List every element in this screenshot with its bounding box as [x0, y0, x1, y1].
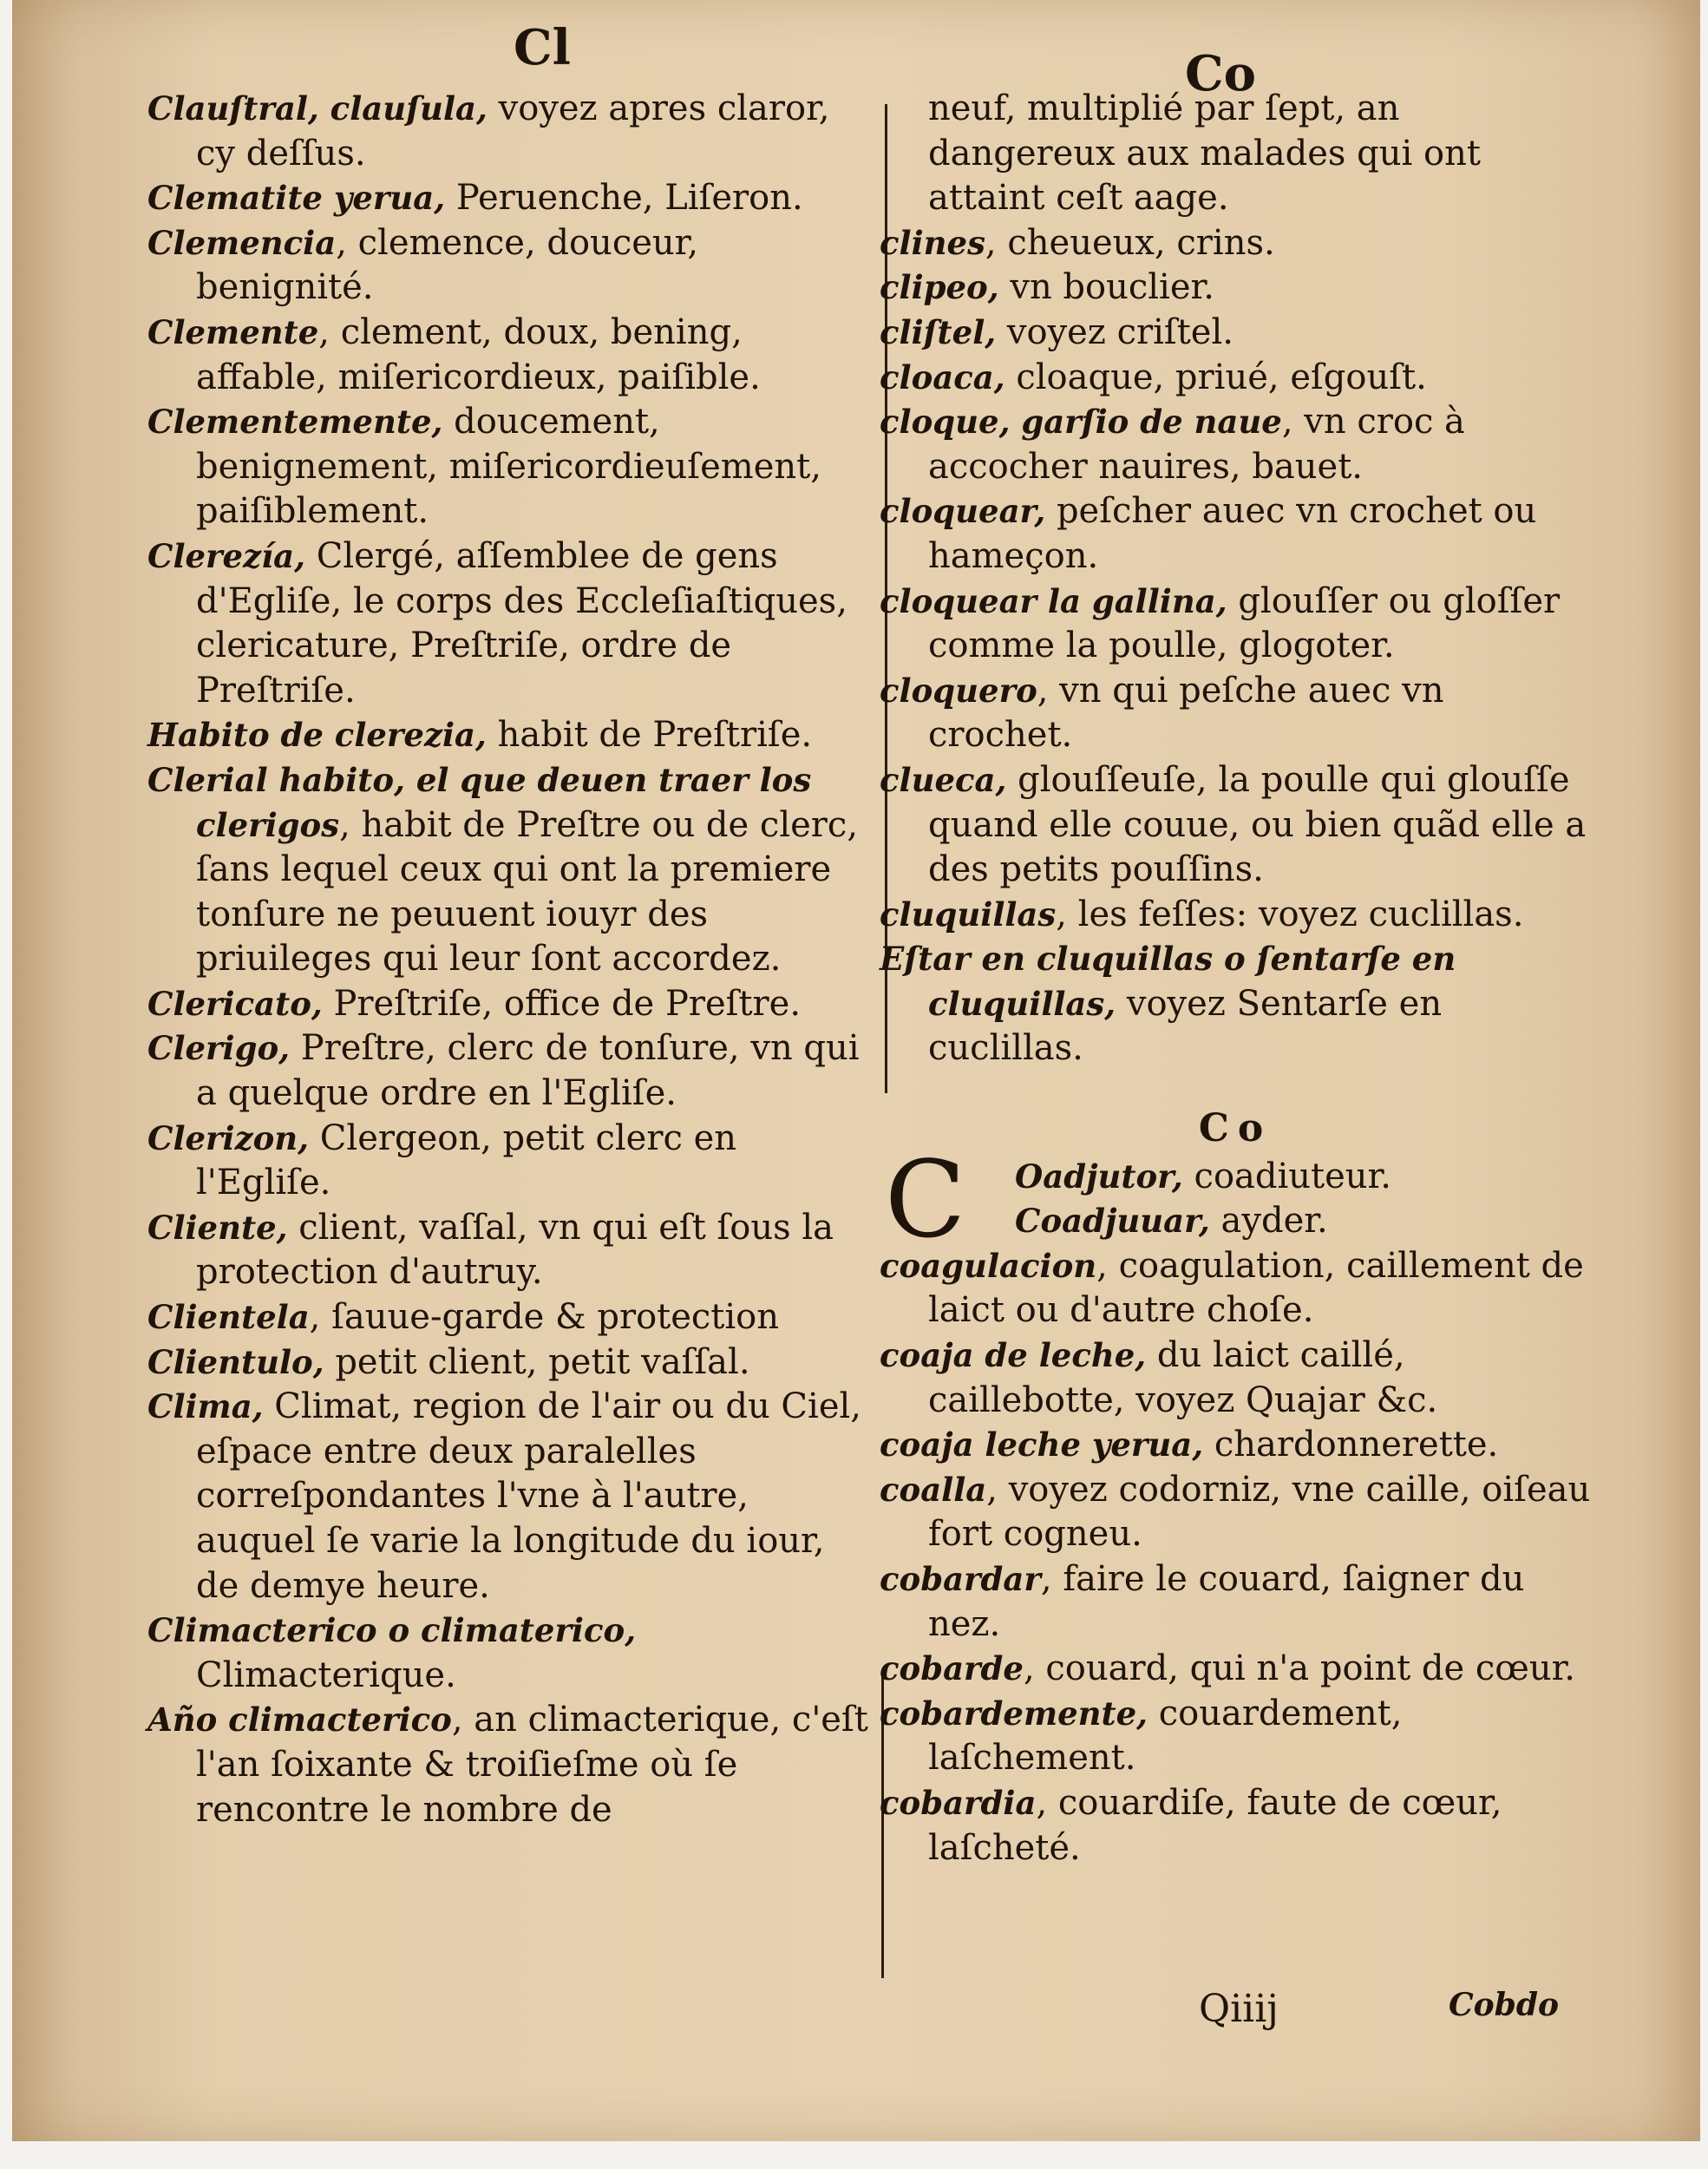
entry-headword: Habito de clerezia, [147, 716, 487, 755]
dictionary-entry [880, 1468, 1591, 1557]
dictionary-entry [147, 1698, 878, 1832]
dictionary-entry [880, 1781, 1591, 1871]
entry-definition: , clemence, douceur, benignité. [196, 222, 699, 308]
dictionary-entry [147, 713, 878, 758]
entry-definition: Peruenche, Liſeron. [445, 178, 803, 219]
entry-headword: Clericato, [147, 984, 323, 1023]
dictionary-entry [147, 1026, 878, 1116]
entry-definition: du laict caillé, caillebotte, voyez Quajar &c. [928, 1335, 1438, 1420]
entry-definition: , couardiſe, faute de cœur, laſcheté. [928, 1782, 1502, 1868]
entry-headword: Clima, [147, 1387, 264, 1426]
dictionary-entry [880, 1647, 1591, 1692]
dictionary-entry [880, 1423, 1591, 1468]
entry-headword: cloquear la gallina, [880, 581, 1227, 620]
entry-headword: cobarde [880, 1649, 1024, 1688]
dictionary-entry [147, 1385, 878, 1609]
dictionary-entry [880, 400, 1591, 489]
right-entry-list-b [880, 1244, 1591, 1871]
entry-headword: cliſtel, [880, 312, 997, 351]
entry-headword: Cliente, [147, 1208, 288, 1247]
dictionary-entry [147, 534, 878, 713]
entry-definition: , faire le couard, ſaigner du nez. [928, 1559, 1525, 1644]
dictionary-entry [147, 758, 878, 982]
dropcap-block [880, 1137, 1591, 1261]
dropcap-entry-list [966, 1155, 1591, 1244]
entry-definition: , les feſſes: voyez cuclillas. [1056, 894, 1524, 934]
entry-definition: Preſtre, clerc de tonſure, vn qui a quelque ordre en l'Egliſe. [196, 1028, 860, 1114]
entry-headword: Oadjutor, [1015, 1157, 1183, 1196]
entry-definition: coadiuteur. [1182, 1156, 1391, 1196]
entry-definition: peſcher auec vn crochet ou hameçon. [928, 491, 1537, 576]
entry-definition: , voyez codorniz, vne caille, oiſeau fort cogneu. [928, 1469, 1591, 1555]
dictionary-entry [147, 221, 878, 311]
entry-headword: Clementemente, [147, 403, 443, 442]
dictionary-entry [880, 1557, 1591, 1647]
dictionary-entry [880, 265, 1591, 311]
entry-definition: glouſſer ou gloſſer comme la poulle, glogoter. [928, 580, 1561, 666]
dictionary-entry [880, 669, 1591, 758]
entry-headword: Clerial habito, el que deuen traer los clerigos [147, 760, 812, 844]
entry-headword: Clauſtral, clauſula, [147, 89, 488, 128]
entry-headword: coaja leche yerua, [880, 1425, 1204, 1465]
dictionary-entry [147, 1117, 878, 1206]
entry-definition: voyez criſtel. [996, 311, 1234, 352]
entry-headword: Clemente [147, 312, 319, 351]
dictionary-entry [147, 1609, 878, 1698]
entry-headword: coagulacion [880, 1246, 1097, 1285]
dictionary-entry [966, 1199, 1591, 1244]
entry-definition: vn bouclier. [998, 267, 1214, 308]
dictionary-entry [880, 937, 1591, 1071]
dictionary-entry [147, 176, 878, 221]
dictionary-entry [147, 1206, 878, 1295]
entry-definition: habit de Preſtriſe. [486, 715, 813, 756]
dictionary-entry [147, 400, 878, 534]
entry-definition: , ſauue-garde & protection [309, 1297, 780, 1338]
entry-headword: Clerezía, [147, 536, 306, 575]
dictionary-entry [966, 1155, 1591, 1200]
entry-definition: voyez Sentarſe en cuclillas. [928, 983, 1443, 1069]
entry-headword: cloquero [880, 671, 1037, 710]
running-head-right: Co [1185, 45, 1256, 102]
dictionary-entry [880, 1692, 1591, 1781]
entry-headword: clipeo, [880, 268, 999, 307]
entry-headword: coaja de leche, [880, 1336, 1147, 1375]
entry-definition: , an climacterique, c'eſt l'an ſoixante & troiſieſme où ſe rencontre le nombre de [196, 1700, 868, 1830]
left-column [147, 87, 878, 1832]
dictionary-entry [880, 356, 1591, 401]
entry-headword: Clemencia [147, 223, 337, 262]
entry-headword: Clerigo, [147, 1029, 291, 1068]
entry-definition: Climat, region de l'air ou du Ciel, eſpace entre deux paralelles correſpondantes l'vne à l'autre, auquel ſe varie la longitude du iour, de demye heure. [196, 1386, 861, 1606]
running-head-left: Cl [514, 19, 571, 76]
entry-headword: cloquear, [880, 492, 1046, 531]
entry-headword: Clientulo, [147, 1342, 324, 1381]
right-entry-list-a [880, 221, 1591, 1071]
entry-definition: chardonnerette. [1203, 1425, 1499, 1465]
dictionary-entry [880, 221, 1591, 266]
entry-definition: ayder. [1209, 1201, 1328, 1242]
dictionary-entry [880, 1334, 1591, 1423]
continuation-text: neuf, multiplié par ſept, an dangereux aux malades qui ont attaint ceſt aage. [928, 88, 1481, 219]
entry-definition: , coagulation, caillement de laict ou d'autre choſe. [928, 1245, 1584, 1331]
dictionary-entry [880, 893, 1591, 938]
entry-definition: Climacterique. [196, 1655, 456, 1695]
entry-headword: cobardemente, [880, 1694, 1148, 1733]
entry-definition: petit client, petit vaſſal. [324, 1341, 750, 1382]
entry-headword: cobardar [880, 1560, 1041, 1598]
entry-headword: Eſtar en cluquillas o ſentarſe en cluquillas, [880, 940, 1456, 1023]
dictionary-entry [880, 489, 1591, 579]
dictionary-entry [147, 311, 878, 400]
entry-headword: cluquillas [880, 894, 1057, 934]
dictionary-page [12, 0, 1700, 2141]
right-column [880, 87, 1591, 1871]
entry-definition: , habit de Preſtre ou de clerc, ſans lequel ceux qui ont la premiere tonſure ne peuuent iouyr des priuileges qui leur ſont accordez. [196, 804, 859, 980]
signature-mark: Qiiij [1199, 1987, 1279, 2031]
dictionary-entry [880, 311, 1591, 356]
left-entry-list [147, 87, 878, 1832]
entry-definition: Clergé, aſſemblee de gens d'Egliſe, le corps des Eccleſiaſtiques, clericature, Preſtriſe, ordre de Preſtriſe. [196, 535, 847, 711]
catchword: Cobdo [1449, 1987, 1560, 2023]
entry-definition: client, vaſſal, vn qui eſt ſous la protection d'autruy. [196, 1207, 834, 1293]
entry-definition: cloaque, priué, eſgouſt. [1005, 357, 1427, 397]
entry-definition: , cheueux, crins. [985, 222, 1275, 263]
dictionary-entry [880, 580, 1591, 669]
entry-headword: Climacterico o climaterico, [147, 1611, 637, 1650]
entry-headword: cloque, garſio de naue [880, 403, 1282, 442]
dictionary-entry [880, 758, 1591, 893]
dictionary-entry [147, 87, 878, 176]
entry-definition: , vn qui peſche auec vn crochet. [928, 670, 1444, 756]
entry-headword: Clerizon, [147, 1118, 310, 1157]
entry-definition: , vn croc à accocher nauires, bauet. [928, 402, 1465, 487]
entry-headword: Clematite yerua, [147, 179, 446, 218]
entry-headword: cloaca, [880, 357, 1005, 396]
entry-definition: Clergeon, petit clerc en l'Egliſe. [196, 1117, 737, 1203]
entry-definition: couardement, laſchement. [928, 1693, 1403, 1779]
entry-headword: cobardia [880, 1783, 1037, 1822]
dictionary-entry [880, 1244, 1591, 1334]
dictionary-entry [147, 1295, 878, 1340]
dictionary-entry [147, 982, 878, 1027]
entry-definition: glouſſeuſe, la poulle qui glouſſe quand elle couue, ou bien quãd elle a des petits pouſſins. [928, 759, 1587, 890]
entry-headword: clueca, [880, 760, 1007, 799]
entry-definition: , clement, doux, bening, affable, miſericordieux, paiſible. [196, 311, 761, 397]
entry-definition: , couard, qui n'a point de cœur. [1023, 1648, 1576, 1689]
entry-headword: Coadjuuar, [1015, 1202, 1210, 1241]
entry-definition: doucement, benignement, miſericordieuſement, paiſiblement. [196, 402, 821, 532]
section-heading: Co [1198, 1106, 1273, 1151]
dropcap-letter: C [885, 1137, 966, 1261]
entry-headword: Clientela [147, 1298, 310, 1337]
entry-headword: Año climacterico [147, 1700, 452, 1740]
entry-definition: voyez apres claror, cy deſſus. [196, 88, 830, 174]
entry-definition: Preſtriſe, office de Preſtre. [322, 983, 802, 1024]
dictionary-entry [147, 1340, 878, 1386]
entry-headword: coalla [880, 1470, 987, 1509]
entry-headword: clines [880, 223, 985, 262]
